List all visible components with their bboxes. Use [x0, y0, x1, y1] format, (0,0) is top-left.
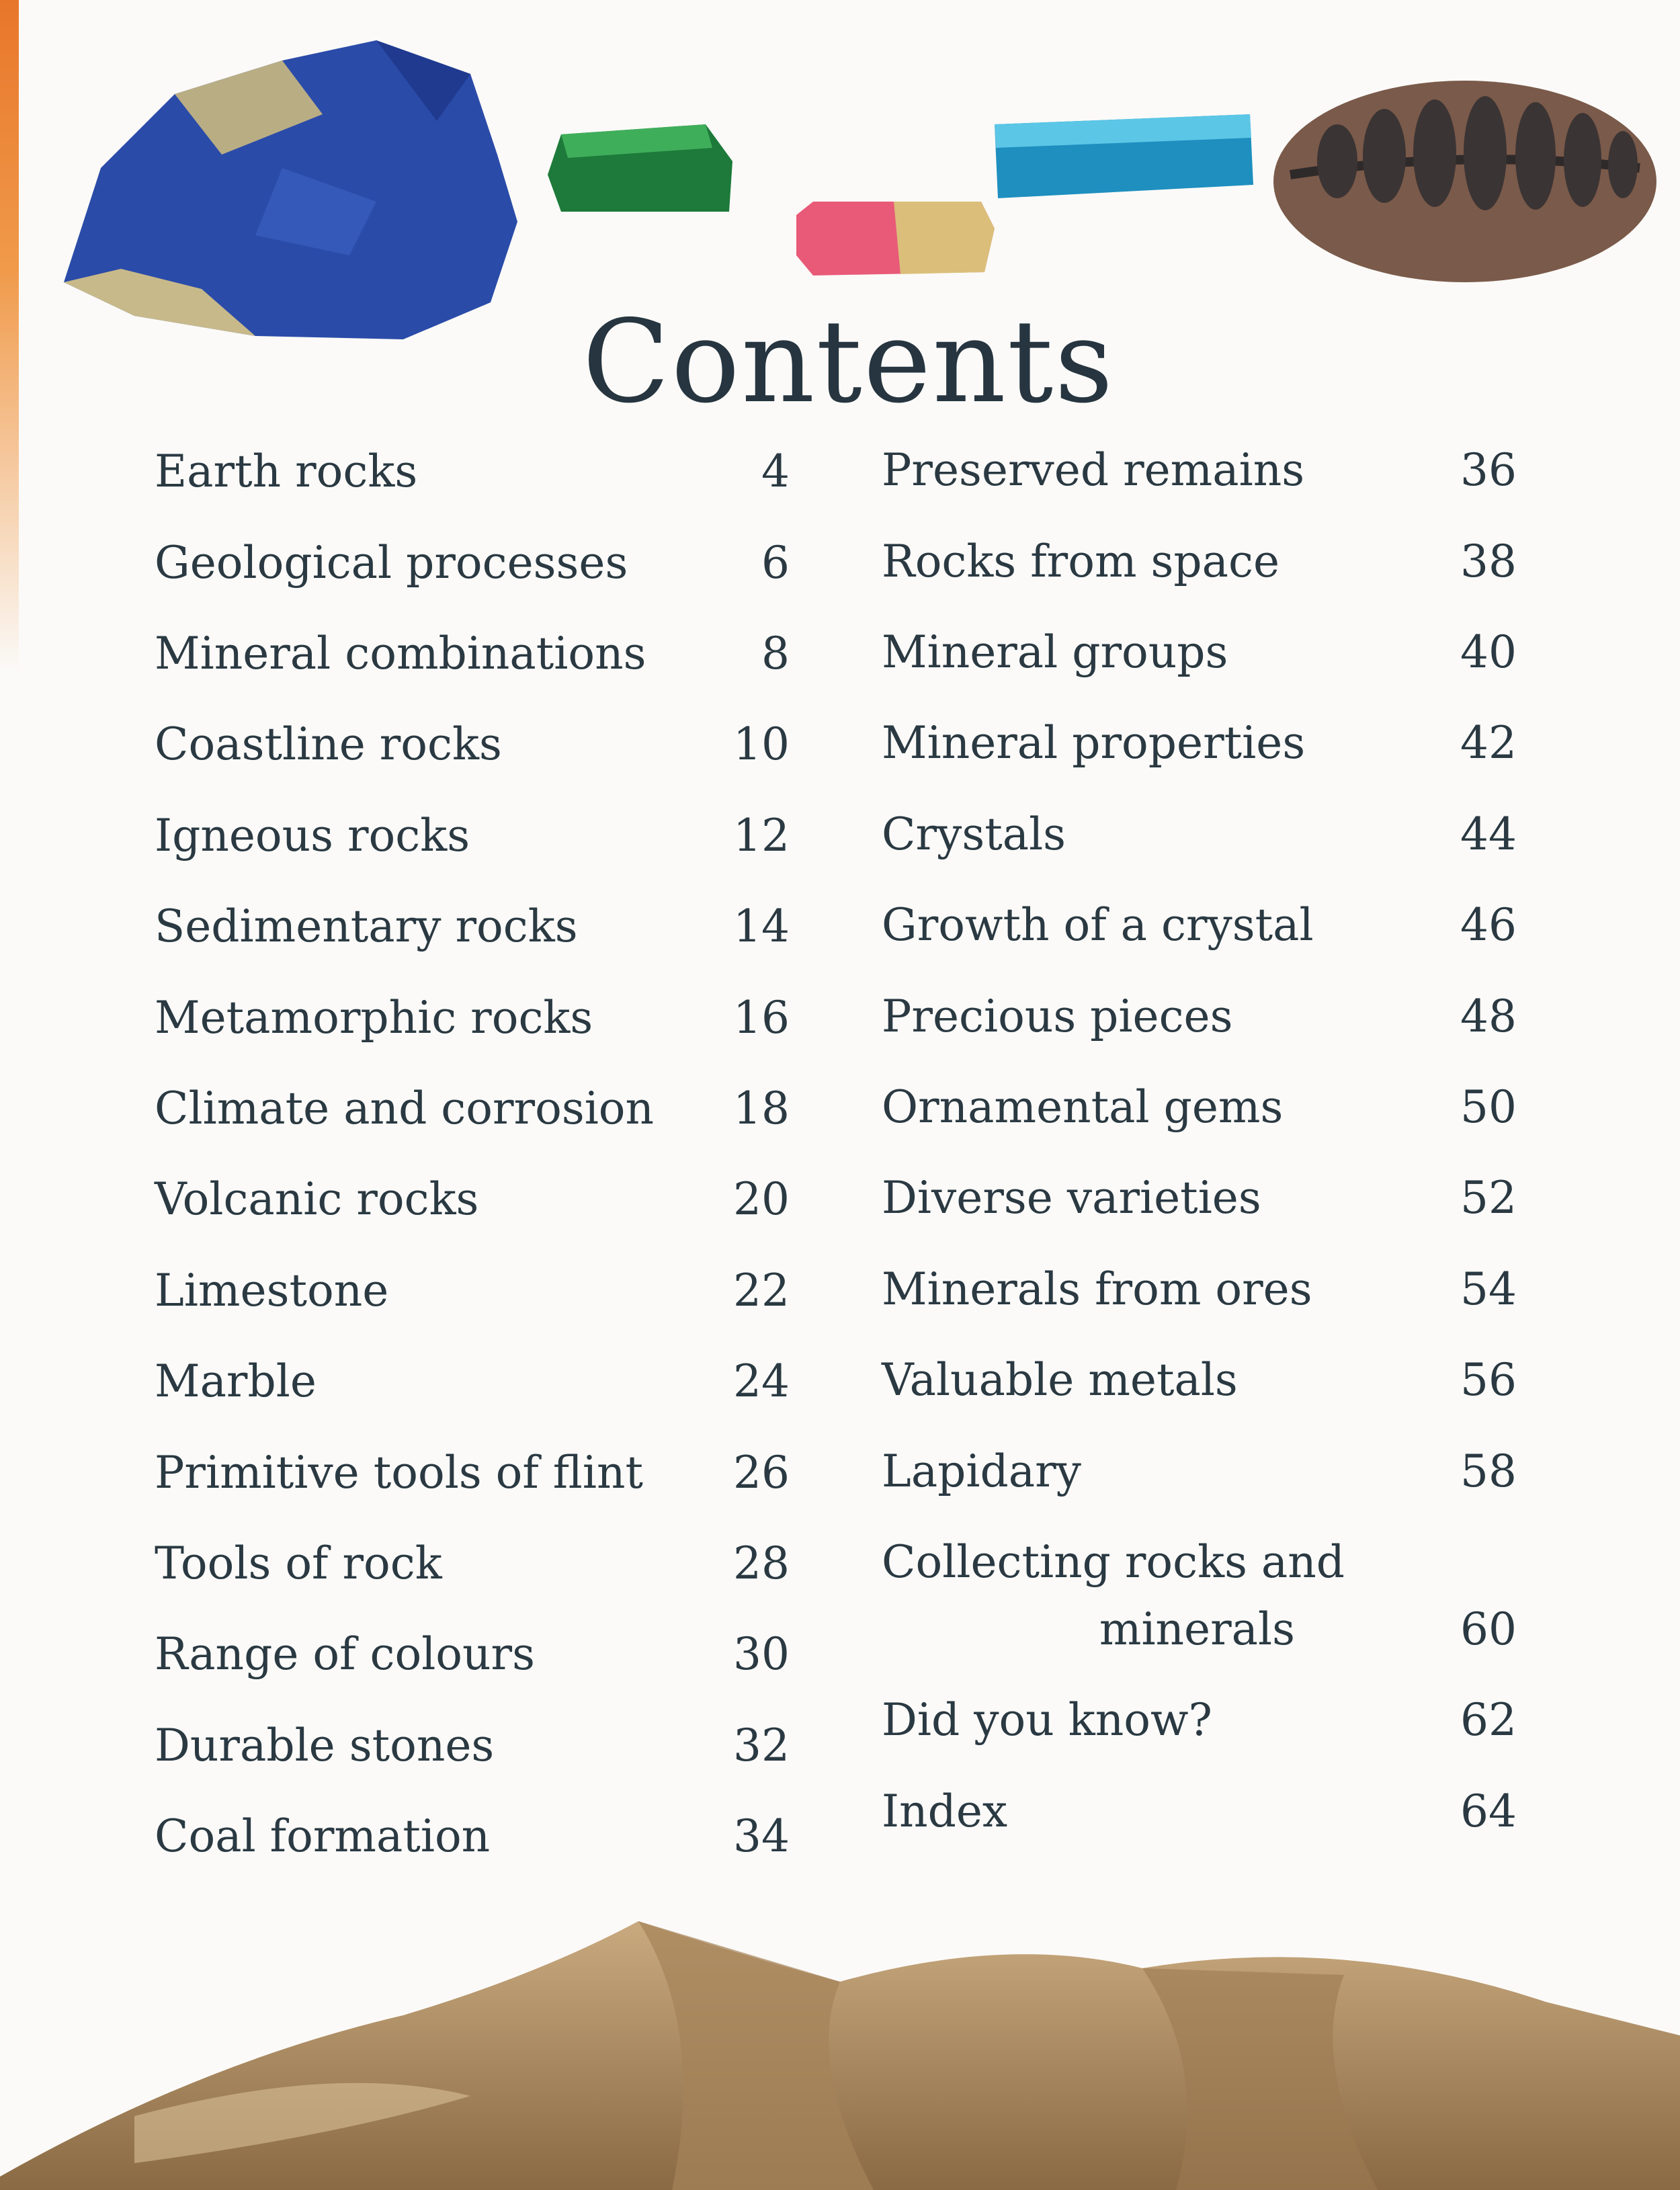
toc-entry-label: Growth of a crystal: [882, 899, 1314, 951]
toc-entry-page: 18: [733, 1083, 790, 1134]
toc-entry-label: Sedimentary rocks: [155, 900, 578, 952]
toc-entry-label: Volcanic rocks: [155, 1173, 479, 1225]
toc-entry[interactable]: [882, 1256, 1517, 1323]
toc-entry[interactable]: [155, 1075, 790, 1142]
toc-entry-label: Valuable metals: [882, 1354, 1238, 1406]
toc-entry[interactable]: [882, 1529, 1517, 1655]
toc-entry-label-line2: minerals: [1099, 1603, 1295, 1655]
toc-entry-label: Coastline rocks: [155, 718, 502, 770]
toc-entry-page: 64: [1460, 1785, 1517, 1837]
toc-entry-label: Index: [882, 1785, 1008, 1837]
toc-entry-page: 28: [733, 1538, 790, 1589]
toc-entry[interactable]: [882, 1074, 1517, 1141]
toc-entry-page: 14: [733, 900, 790, 952]
toc-entry[interactable]: [882, 1165, 1517, 1232]
toc-entry[interactable]: [882, 619, 1517, 686]
toc-entry[interactable]: [882, 528, 1517, 595]
toc-entry-page: 48: [1460, 991, 1517, 1042]
toc-entry-page: 56: [1460, 1354, 1517, 1406]
blue-aquamarine-crystal-image: [995, 114, 1253, 198]
toc-entry[interactable]: [155, 1257, 790, 1324]
toc-entry-page: 8: [761, 628, 790, 679]
toc-entry-label: Metamorphic rocks: [155, 992, 593, 1044]
toc-entry-page: 58: [1460, 1445, 1517, 1497]
pink-tourmaline-crystal-image: [796, 202, 995, 276]
toc-entry-label: Mineral properties: [882, 717, 1306, 769]
toc-entry-page: 6: [761, 537, 790, 589]
toc-entry[interactable]: [882, 892, 1517, 959]
toc-entry-label: Mineral combinations: [155, 628, 646, 679]
toc-entry[interactable]: [155, 438, 790, 505]
toc-entry[interactable]: [155, 711, 790, 778]
toc-entry-page: 26: [733, 1447, 790, 1499]
toc-entry[interactable]: [882, 437, 1517, 504]
toc-entry[interactable]: [882, 710, 1517, 777]
toc-entry-page: 52: [1460, 1172, 1517, 1224]
toc-entry-label: Minerals from ores: [882, 1263, 1312, 1315]
toc-entry-page: 10: [733, 718, 790, 770]
toc-entry-label: Geological processes: [155, 537, 628, 589]
toc-entry-label: Lapidary: [882, 1445, 1081, 1497]
toc-entry[interactable]: [155, 1348, 790, 1415]
toc-entry-page: 36: [1460, 444, 1517, 496]
toc-entry[interactable]: [155, 620, 790, 687]
toc-entry-page: 38: [1460, 536, 1517, 587]
toc-entry[interactable]: [155, 1166, 790, 1233]
toc-entry-page: 62: [1460, 1694, 1517, 1746]
toc-entry[interactable]: [155, 530, 790, 597]
page-title: Contents: [582, 296, 1115, 429]
toc-entry[interactable]: [155, 893, 790, 960]
toc-entry[interactable]: [882, 801, 1517, 868]
toc-entry-page: 24: [733, 1355, 790, 1407]
toc-entry[interactable]: [155, 984, 790, 1052]
lapis-lazuli-rock-image: [64, 40, 517, 339]
toc-entry-label: Durable stones: [155, 1720, 495, 1771]
toc-entry-label: Range of colours: [155, 1628, 535, 1680]
toc-entry-label: Limestone: [155, 1265, 389, 1316]
toc-entry-label: Did you know?: [882, 1694, 1212, 1746]
toc-entry-page: 12: [733, 810, 790, 861]
toc-entry-page: 42: [1460, 717, 1517, 769]
toc-entry-label: Coal formation: [155, 1810, 491, 1862]
toc-entry[interactable]: [882, 1778, 1517, 1845]
toc-entry-label: Mineral groups: [882, 626, 1228, 678]
toc-entry[interactable]: [155, 1439, 790, 1507]
toc-entry[interactable]: [155, 1803, 790, 1870]
toc-entry[interactable]: [155, 1621, 790, 1688]
toc-entry[interactable]: [882, 1687, 1517, 1754]
toc-entry-page: 32: [733, 1720, 790, 1771]
toc-entry-label: Rocks from space: [882, 536, 1280, 587]
toc-entry-page: 40: [1460, 626, 1517, 678]
toc-entry-label: Tools of rock: [155, 1538, 442, 1589]
toc-entry-page: 16: [733, 992, 790, 1044]
toc-entry[interactable]: [882, 1347, 1517, 1414]
toc-entry-page: 50: [1460, 1081, 1517, 1133]
toc-entry-page: 46: [1460, 899, 1517, 951]
toc-entry[interactable]: [155, 802, 790, 870]
toc-entry-label: Collecting rocks and: [882, 1536, 1345, 1588]
toc-entry-label: Crystals: [882, 808, 1066, 860]
toc-entry-label: Diverse varieties: [882, 1172, 1261, 1224]
toc-entry-page: 20: [733, 1173, 790, 1225]
toc-entry-page: 60: [1460, 1603, 1517, 1655]
toc-entry[interactable]: [155, 1530, 790, 1597]
toc-entry-page: 44: [1460, 808, 1517, 860]
toc-entry-label: Climate and corrosion: [155, 1083, 655, 1134]
toc-entry-page: 54: [1460, 1263, 1517, 1315]
toc-entry-label: Igneous rocks: [155, 810, 470, 861]
green-tourmaline-crystal-image: [548, 124, 732, 212]
toc-entry[interactable]: [882, 983, 1517, 1050]
toc-entry-label: Preserved remains: [882, 444, 1305, 496]
toc-entry[interactable]: [882, 1438, 1517, 1505]
fern-fossil-image: [1273, 81, 1656, 282]
sand-dunes-image: [0, 1894, 1680, 2190]
toc-entry-label: Ornamental gems: [882, 1081, 1284, 1133]
toc-entry-page: 30: [733, 1628, 790, 1680]
toc-entry[interactable]: [155, 1712, 790, 1779]
toc-entry-label: Marble: [155, 1355, 317, 1407]
toc-entry-page: 34: [733, 1810, 790, 1862]
toc-entry-label: Primitive tools of flint: [155, 1447, 643, 1499]
toc-entry-label: Precious pieces: [882, 991, 1233, 1042]
toc-entry-label: Earth rocks: [155, 446, 418, 497]
toc-entry-page: 4: [761, 446, 790, 497]
toc-entry-page: 22: [733, 1265, 790, 1316]
